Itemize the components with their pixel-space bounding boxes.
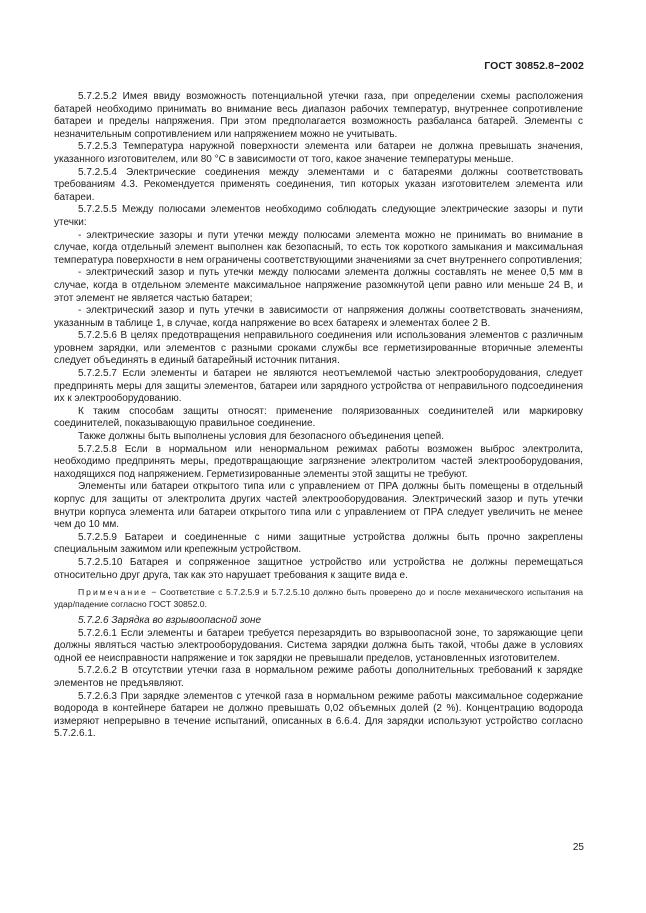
paragraph-5-7-2-5-2: 5.7.2.5.2 Имея ввиду возможность потенциальной утечки газа, при определении схемы расположения батарей необходимо принимать во внимание весь диапазон рабочих температур, внутреннее сопротивление батареи и пределы напряжения. При этом предполагается возможность разбаланса батарей. Элементы с незначительным сопротивлением или напряжением можно не учитывать. bbox=[54, 91, 583, 140]
document-body bbox=[54, 91, 583, 741]
note-label: Примечание bbox=[78, 587, 148, 598]
list-item-clearance-2: - электрический зазор и путь утечки между полюсами элемента должны составлять не менее 0,5 мм в случае, когда в отдельном элементе максимальное напряжение разомкнутой цепи равно или меньше 24 В, и этот элемент не является частью батареи; bbox=[54, 267, 583, 304]
paragraph-5-7-2-5-9: 5.7.2.5.9 Батареи и соединенные с ними защитные устройства должны быть прочно закреплены специальным зажимом или крепежным устройством. bbox=[54, 531, 583, 556]
list-item-clearance-3: - электрический зазор и путь утечки в зависимости от напряжения должны соответствовать значениям, указанным в таблице 1, в случае, когда напряжение во всех батареях и элементах более 2 В. bbox=[54, 305, 583, 329]
paragraph-open-type-cells: Элементы или батареи открытого типа или с управлением от ПРА должны быть помещены в отдельный корпус для защиты от электролита других частей электрооборудования. Электрический зазор и путь утечки внутри корпуса элемента или батареи открытого типа или с управлением от ПРА следует увеличить не менее чем до 10 мм. bbox=[54, 481, 583, 531]
paragraph-5-7-2-5-10: 5.7.2.5.10 Батарея и сопряженное защитное устройство или устройства не должны перемещаться относительно друг друга, так как это нарушает требования к защите вида е. bbox=[54, 556, 583, 581]
paragraph-5-7-2-5-5: 5.7.2.5.5 Между полюсами элементов необходимо соблюдать следующие электрические зазоры и пути утечки: bbox=[54, 204, 583, 228]
paragraph-5-7-2-6-1: 5.7.2.6.1 Если элементы и батареи требуется перезарядить во взрывоопасной зоне, то заряжающие цепи должны являться частью электрооборудования. Система зарядки должна быть такой, чтобы даже в условиях одной ее неисправности напряжение и ток зарядки не превышали пределов, установленных изготовителем. bbox=[54, 627, 583, 664]
paragraph-5-7-2-5-6: 5.7.2.5.6 В целях предотвращения неправильного соединения или использования элементов с различным уровнем зарядки, или элементов с разными сроками службы все герметизированные вторичные элементы следует объединять в единый батарейный источник питания. bbox=[54, 330, 583, 367]
section-heading-5-7-2-6: 5.7.2.6 Зарядка во взрывоопасной зоне bbox=[78, 614, 262, 626]
paragraph-circuit-conditions: Также должны быть выполнены условия для безопасного объединения цепей. bbox=[78, 431, 445, 443]
document-header: ГОСТ 30852.8−2002 bbox=[484, 60, 584, 72]
paragraph-5-7-2-5-7: 5.7.2.5.7 Если элементы и батареи не являются неотъемлемой частью электрооборудования, следует предпринять меры для защиты элементов, батареи или зарядного устройства от неправильного подсоединения их к электрооборудованию. bbox=[54, 368, 583, 405]
paragraph-5-7-2-6-3: 5.7.2.6.3 При зарядке элементов с утечкой газа в нормальном режиме работы максимальное содержание водорода в контейнере батареи не должно превышать 0,02 объемных долей (2 %). Концентрацию водорода измеряют непрерывно в течение испытаний, описанных в 6.6.4. Для зарядки используют устройство согласно 5.7.2.6.1. bbox=[54, 690, 583, 740]
paragraph-5-7-2-5-4: 5.7.2.5.4 Электрические соединения между элементами и с батареями должны соответствовать требованиям 4.3. Рекомендуется применять соединения, тип которых указан изготовителем элемента или батареи. bbox=[54, 166, 583, 203]
paragraph-5-7-2-5-8: 5.7.2.5.8 Если в нормальном или ненормальном режимах работы возможен выброс электролита, необходимо предпринять меры, предотвращающие загрязнение электролитом частей электрооборудования, находящихся под напряжением. Герметизированные элементы этой защиты не требуют. bbox=[54, 443, 583, 480]
paragraph-protection-methods: К таким способам защиты относят: применение поляризованных соединителей или маркировку соединителей, показывающую правильное соединение. bbox=[54, 405, 583, 430]
list-item-clearance-1: - электрические зазоры и пути утечки между полюсами элемента можно не принимать во внимание в случае, когда отдельный элемент выполнен как безопасный, то есть ток короткого замыкания и максимальная температура поверхности в нем ограничены соответствующими значениями за счет внутреннего сопротивления; bbox=[54, 229, 583, 266]
page-number: 25 bbox=[572, 842, 584, 853]
note bbox=[54, 587, 583, 610]
paragraph-5-7-2-6-2: 5.7.2.6.2 В отсутствии утечки газа в нормальном режиме работы дополнительных требований к зарядке элементов не предъявляют. bbox=[54, 665, 583, 689]
note-text: − Соответствие с 5.7.2.5.9 и 5.7.2.5.10 должно быть проверено до и после механического испытания на удар/падение согласно ГОСТ 30852.0. bbox=[54, 587, 583, 609]
paragraph-5-7-2-5-3: 5.7.2.5.3 Температура наружной поверхности элемента или батареи не должна превышать значения, указанного изготовителем, или 80 °С в зависимости от того, какое значение температуры меньше. bbox=[54, 141, 583, 165]
